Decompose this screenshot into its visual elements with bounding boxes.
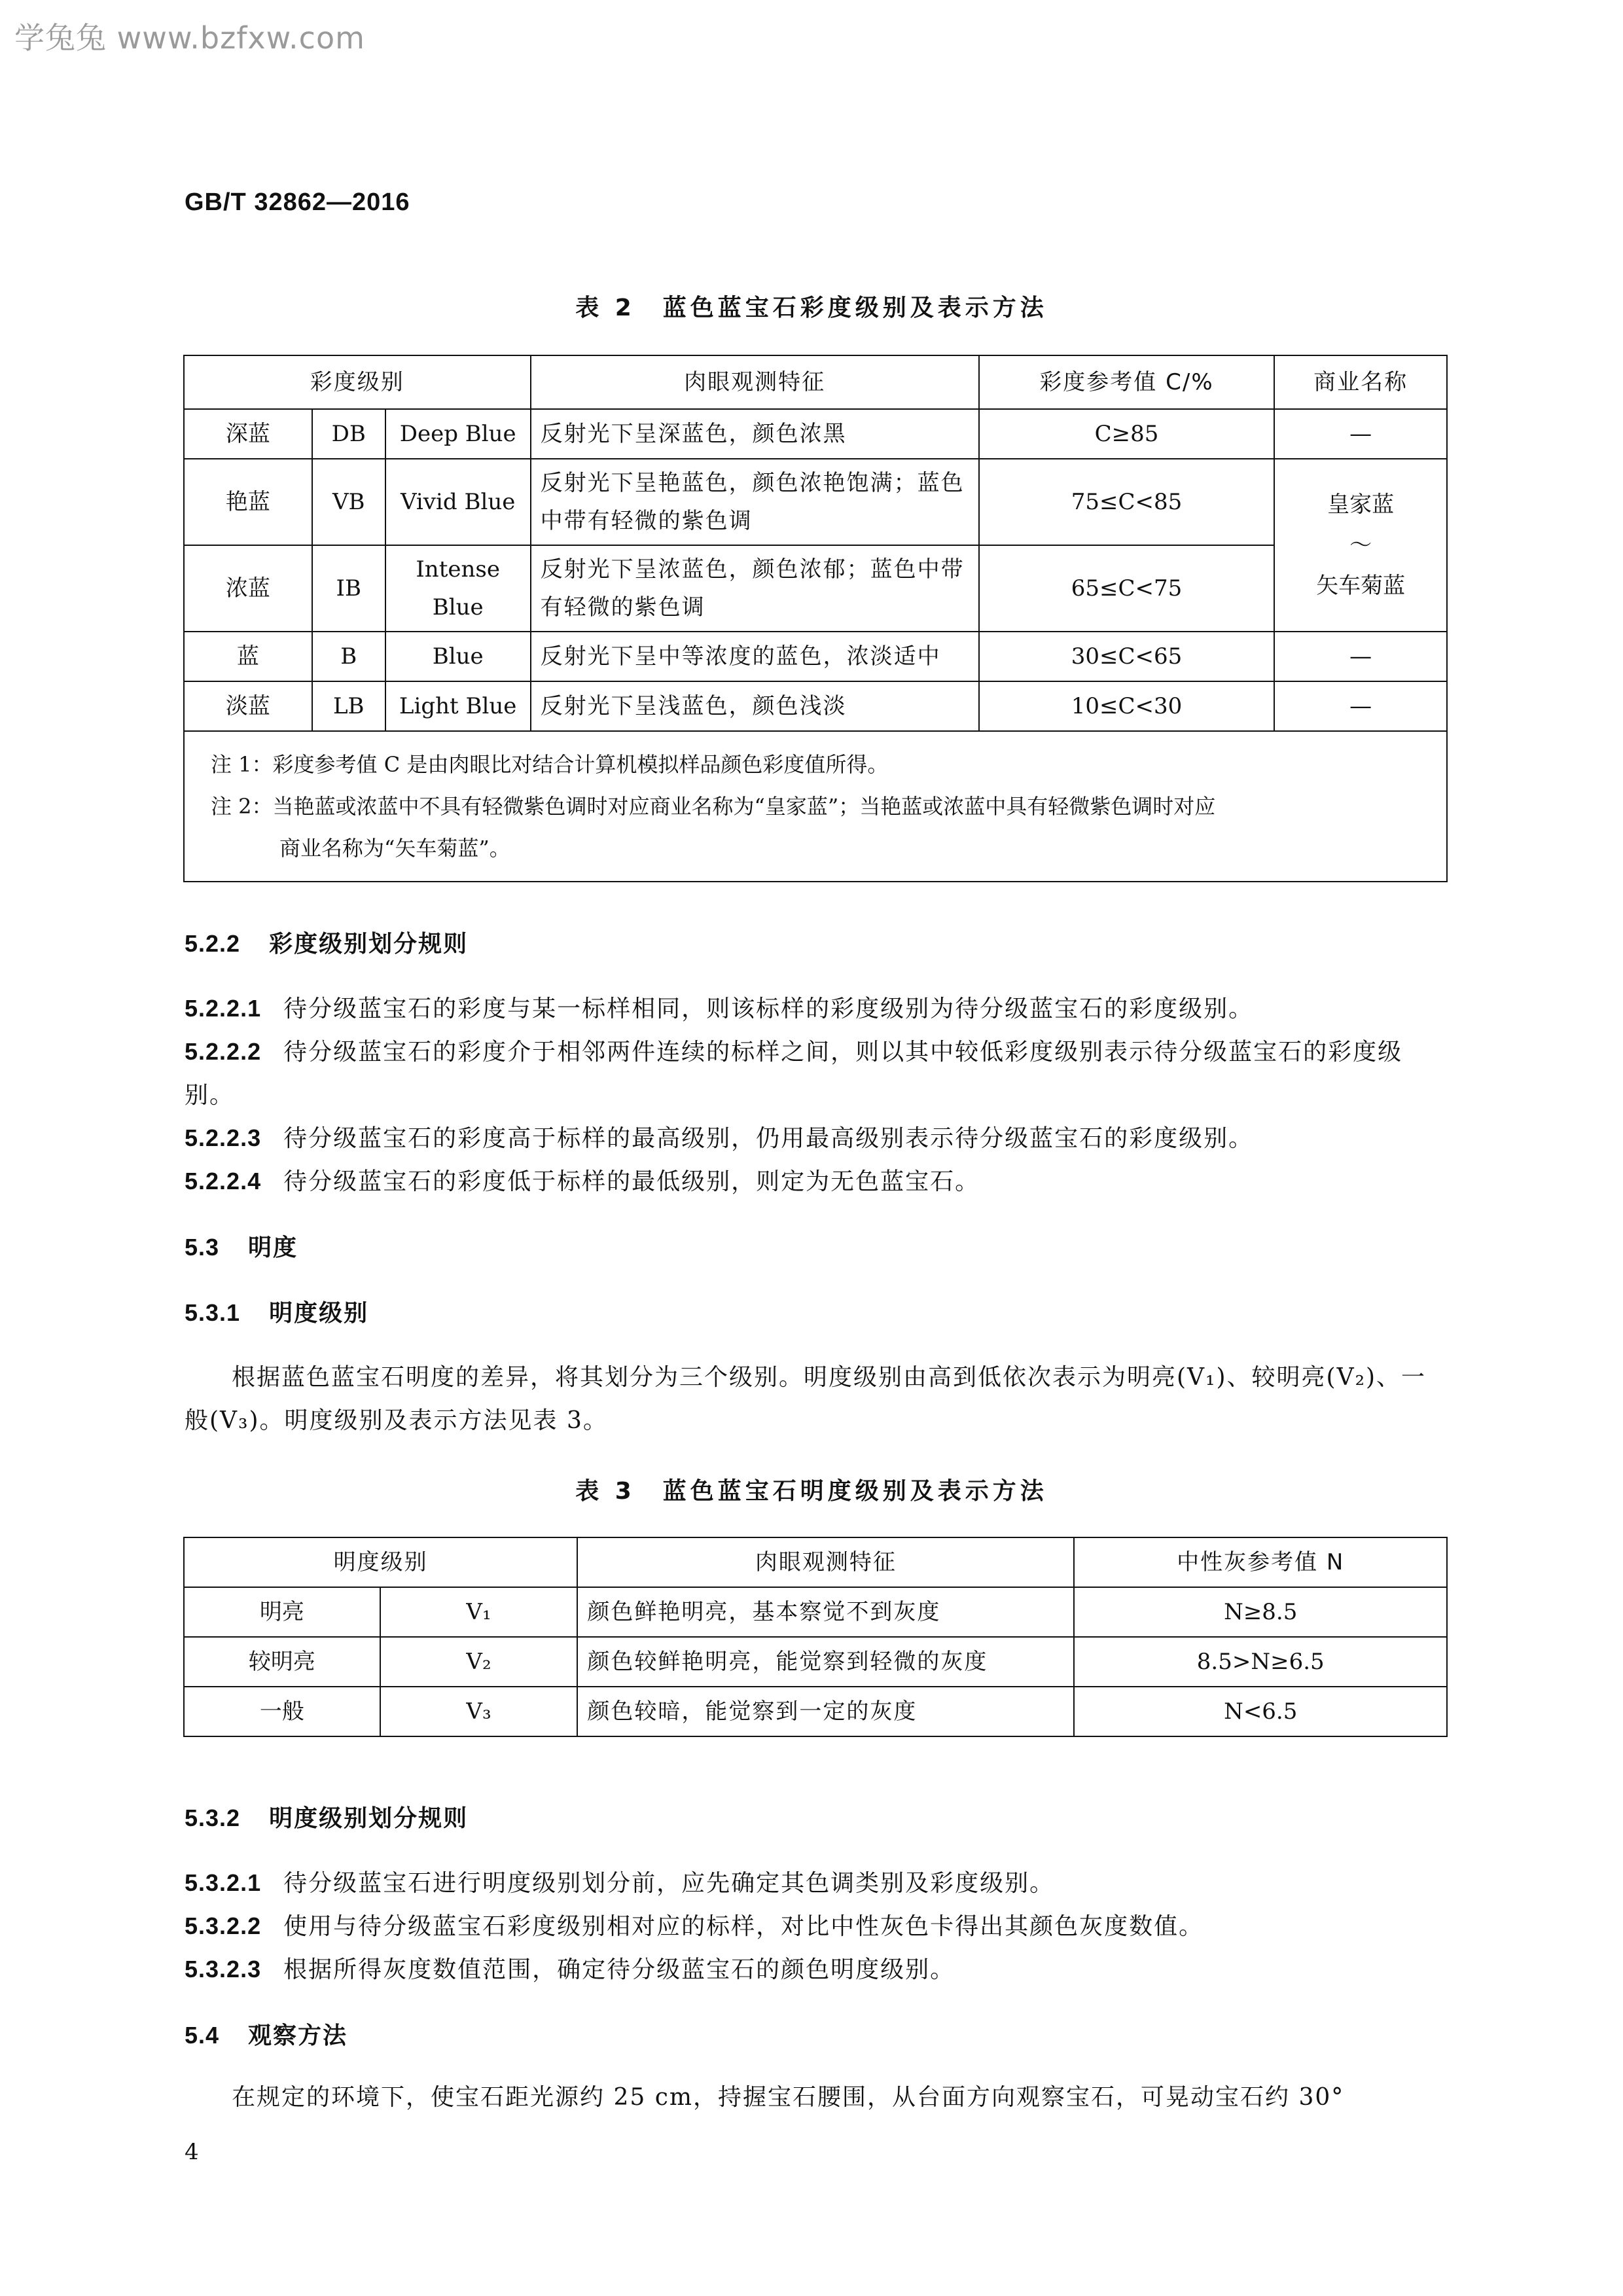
english-cell: Deep Blue [385, 409, 531, 459]
feature-cell: 反射光下呈浓蓝色，颜色浓郁；蓝色中带有轻微的紫色调 [531, 545, 979, 632]
clause-5-2-2-4 [185, 1160, 1441, 1204]
merged-name-top: 皇家蓝 [1327, 492, 1395, 518]
clause-number: 5.3.2.1 [185, 1869, 262, 1896]
grade-cell: 蓝 [184, 632, 312, 681]
table2-header-name: 商业名称 [1274, 355, 1447, 409]
clause-text: 待分级蓝宝石的彩度低于标样的最低级别，则定为无色蓝宝石。 [283, 1168, 980, 1195]
clause-5-3-2-1 [185, 1861, 1441, 1905]
clause-text: 待分级蓝宝石的彩度高于标样的最高级别，仍用最高级别表示待分级蓝宝石的彩度级别。 [283, 1125, 1254, 1152]
english-cell: Light Blue [385, 681, 531, 731]
table2-note-2-continued: 商业名称为“矢车菊蓝”。 [279, 836, 510, 861]
code-cell: LB [312, 681, 385, 731]
section-number: 5.3.2 [185, 1804, 241, 1831]
section-heading-5-3-1 [185, 1295, 368, 1328]
english-cell: Intense Blue [385, 545, 531, 632]
clause-number: 5.3.2.3 [185, 1956, 262, 1982]
merged-name-mid: ～ [1349, 532, 1372, 558]
section-heading-5-2-2 [185, 925, 468, 959]
clause-text: 根据所得灰度数值范围，确定待分级蓝宝石的颜色明度级别。 [283, 1956, 955, 1983]
merged-name-bottom: 矢车菊蓝 [1316, 573, 1406, 599]
section-title: 彩度级别划分规则 [269, 931, 469, 958]
clause-5-2-2-1 [185, 987, 1441, 1031]
watermark: 学兔兔 www.bzfxw.com [14, 20, 365, 56]
grade-cell: 淡蓝 [184, 681, 312, 731]
value-cell: 10≤C<30 [979, 681, 1275, 731]
table-row [184, 1637, 1447, 1687]
code-cell: DB [312, 409, 385, 459]
section-title: 明度级别划分规则 [269, 1805, 469, 1832]
section-title: 观察方法 [248, 2022, 348, 2049]
clause-5-3-2-2 [185, 1905, 1441, 1948]
table3-header-feature: 肉眼观测特征 [577, 1537, 1074, 1587]
grade-cell: 较明亮 [184, 1637, 380, 1687]
value-cell: 8.5>N≥6.5 [1074, 1637, 1447, 1687]
table2-note-2: 注 2：当艳蓝或浓蓝中不具有轻微紫色调时对应商业名称为“皇家蓝”；当艳蓝或浓蓝中具有轻微紫色调时对应 [211, 794, 1216, 819]
value-cell: N≥8.5 [1074, 1587, 1447, 1637]
clause-number: 5.2.2.1 [185, 995, 262, 1022]
feature-cell: 反射光下呈深蓝色，颜色浓黑 [531, 409, 979, 459]
feature-cell: 反射光下呈中等浓度的蓝色，浓淡适中 [531, 632, 979, 681]
grade-cell: 一般 [184, 1687, 380, 1736]
paragraph-5-4: 在规定的环境下，使宝石距光源约 25 cm，持握宝石腰围，从台面方向观察宝石，可晃动宝石约 30° [232, 2084, 1345, 2111]
clause-5-2-2-3 [185, 1117, 1441, 1160]
table-row [184, 409, 1447, 459]
table-row [184, 459, 1447, 545]
merged-name-cell [1274, 459, 1447, 632]
clause-5-3-2-3 [185, 1948, 1441, 1992]
grade-cell: 艳蓝 [184, 459, 312, 545]
section-number: 5.2.2 [185, 930, 241, 957]
table2-notes-row [184, 731, 1447, 882]
table2-note-1: 注 1：彩度参考值 C 是由肉眼比对结合计算机模拟样品颜色彩度值所得。 [211, 752, 889, 777]
paragraph-5-3-1: 根据蓝色蓝宝石明度的差异，将其划分为三个级别。明度级别由高到低依次表示为明亮(V₁)、较明亮(V₂)、一般(V₃)。明度级别及表示方法见表 3。 [185, 1364, 1427, 1434]
section-heading-5-3-2 [185, 1800, 468, 1833]
table2 [183, 355, 1448, 882]
code-cell: V₃ [380, 1687, 578, 1736]
section-heading-5-4 [185, 2017, 348, 2051]
clause-number: 5.3.2.2 [185, 1912, 262, 1939]
code-cell: V₁ [380, 1587, 578, 1637]
table2-notes [184, 731, 1447, 882]
table2-header-feature: 肉眼观测特征 [531, 355, 979, 409]
grade-cell: 深蓝 [184, 409, 312, 459]
value-cell: N<6.5 [1074, 1687, 1447, 1736]
clause-number: 5.2.2.3 [185, 1124, 262, 1151]
table-row [184, 1587, 1447, 1637]
section-title: 明度级别 [269, 1300, 369, 1327]
feature-cell: 反射光下呈艳蓝色，颜色浓艳饱满；蓝色中带有轻微的紫色调 [531, 459, 979, 545]
table2-header-value: 彩度参考值 C/% [979, 355, 1275, 409]
name-cell: — [1274, 681, 1447, 731]
value-cell: 65≤C<75 [979, 545, 1275, 632]
name-cell: — [1274, 632, 1447, 681]
clause-text: 使用与待分级蓝宝石彩度级别相对应的标样，对比中性灰色卡得出其颜色灰度数值。 [283, 1913, 1204, 1940]
section-number: 5.4 [185, 2022, 220, 2049]
english-cell: Vivid Blue [385, 459, 531, 545]
feature-cell: 颜色较鲜艳明亮，能觉察到轻微的灰度 [577, 1637, 1074, 1687]
grade-cell: 明亮 [184, 1587, 380, 1637]
clause-text: 待分级蓝宝石进行明度级别划分前，应先确定其色调类别及彩度级别。 [283, 1870, 1055, 1897]
section-title: 明度 [248, 1234, 298, 1261]
grade-cell: 浓蓝 [184, 545, 312, 632]
section-number: 5.3.1 [185, 1299, 241, 1326]
table2-header-row [184, 355, 1447, 409]
english-cell: Blue [385, 632, 531, 681]
table2-caption: 表 2 蓝色蓝宝石彩度级别及表示方法 [575, 295, 1048, 321]
clause-number: 5.2.2.4 [185, 1168, 262, 1194]
value-cell: C≥85 [979, 409, 1275, 459]
table3-caption: 表 3 蓝色蓝宝石明度级别及表示方法 [575, 1478, 1048, 1505]
document-code: GB/T 32862—2016 [185, 188, 410, 216]
table-row [184, 681, 1447, 731]
value-cell: 75≤C<85 [979, 459, 1275, 545]
code-cell: B [312, 632, 385, 681]
clause-text: 待分级蓝宝石的彩度与某一标样相同，则该标样的彩度级别为待分级蓝宝石的彩度级别。 [283, 996, 1254, 1022]
value-cell: 30≤C<65 [979, 632, 1275, 681]
section-heading-5-3 [185, 1229, 298, 1263]
table-row [184, 1687, 1447, 1736]
table3-header-grade: 明度级别 [184, 1537, 577, 1587]
section-number: 5.3 [185, 1234, 220, 1261]
table-row [184, 545, 1447, 632]
code-cell: VB [312, 459, 385, 545]
feature-cell: 反射光下呈浅蓝色，颜色浅淡 [531, 681, 979, 731]
table3 [183, 1537, 1448, 1737]
name-cell: — [1274, 409, 1447, 459]
feature-cell: 颜色鲜艳明亮，基本察觉不到灰度 [577, 1587, 1074, 1637]
table3-header-value: 中性灰参考值 N [1074, 1537, 1447, 1587]
clause-text: 待分级蓝宝石的彩度介于相邻两件连续的标样之间，则以其中较低彩度级别表示待分级蓝宝石的彩度级别。 [185, 1039, 1403, 1109]
table3-header-row [184, 1537, 1447, 1587]
feature-cell: 颜色较暗，能觉察到一定的灰度 [577, 1687, 1074, 1736]
code-cell: V₂ [380, 1637, 578, 1687]
page-number: 4 [185, 2139, 199, 2165]
code-cell: IB [312, 545, 385, 632]
table-row [184, 632, 1447, 681]
clause-number: 5.2.2.2 [185, 1038, 262, 1065]
table2-header-grade: 彩度级别 [184, 355, 531, 409]
clause-5-2-2-2 [185, 1030, 1441, 1117]
